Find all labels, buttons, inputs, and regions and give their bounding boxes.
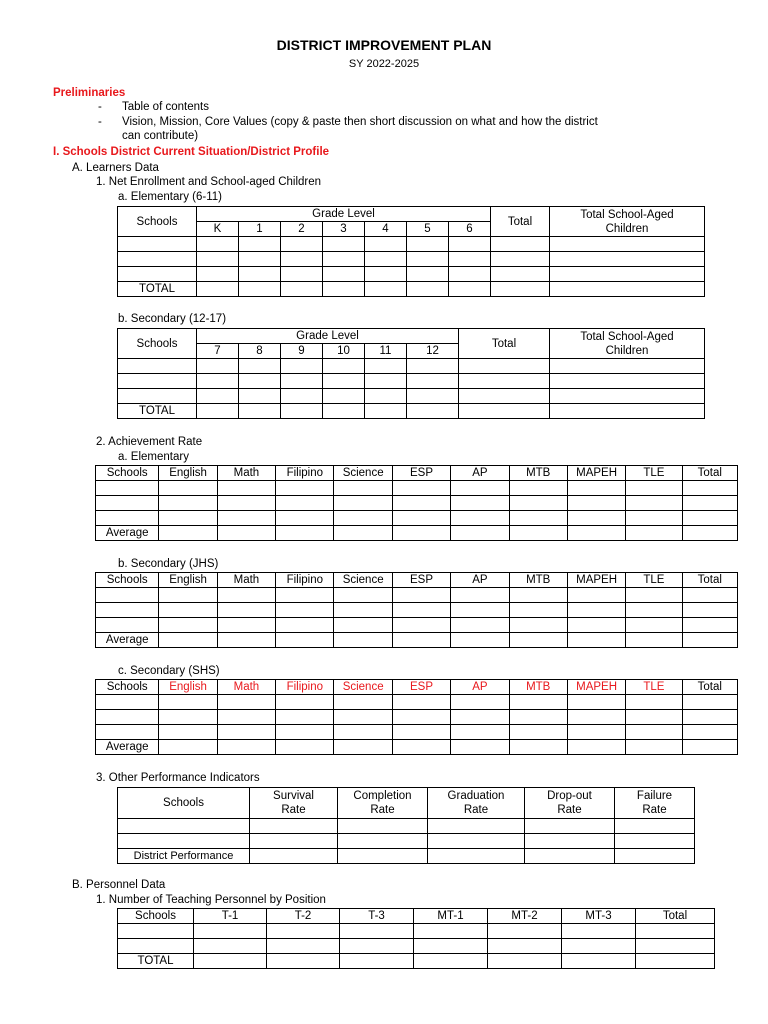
- col-mapeh: MAPEH: [567, 573, 625, 588]
- learners-data-label: A. Learners Data: [72, 162, 159, 174]
- average-row: [96, 740, 738, 755]
- col-schools: Schools: [96, 680, 159, 695]
- col-english: English: [159, 573, 217, 588]
- page-subtitle: SY 2022-2025: [348, 58, 420, 70]
- table-row: [118, 924, 715, 939]
- col-esp: ESP: [392, 680, 450, 695]
- total-row-label: TOTAL: [118, 282, 197, 297]
- grade-7-header: 7: [197, 344, 239, 359]
- col-english: English: [159, 680, 217, 695]
- preliminaries-heading: Preliminaries: [53, 87, 126, 99]
- col-filipino: Filipino: [276, 466, 334, 481]
- col-survival-rate: Survival Rate: [250, 788, 338, 819]
- col-ap: AP: [451, 680, 509, 695]
- total-row: [118, 404, 705, 419]
- average-row: [96, 633, 738, 648]
- total-header: Total: [459, 329, 550, 359]
- grade-9-header: 9: [281, 344, 323, 359]
- header-row: [96, 573, 738, 588]
- col-esp: ESP: [392, 573, 450, 588]
- table-row: [96, 496, 738, 511]
- table-row: [118, 267, 705, 282]
- table-row: [96, 695, 738, 710]
- average-label: Average: [96, 633, 159, 648]
- grade-2-header: 2: [281, 222, 323, 237]
- col-total: Total: [682, 680, 737, 695]
- col-schools: Schools: [118, 909, 194, 924]
- page-title: DISTRICT IMPROVEMENT PLAN: [276, 37, 492, 53]
- schools-header: Schools: [118, 207, 197, 237]
- col-schools: Schools: [96, 573, 159, 588]
- achievement-shs-table: [95, 679, 738, 755]
- achievement-elementary-table: [95, 465, 738, 541]
- col-mtb: MTB: [509, 466, 567, 481]
- achievement-rate-label: 2. Achievement Rate: [96, 436, 203, 448]
- prelim-item-toc: Table of contents: [122, 101, 209, 113]
- table-row: [96, 618, 738, 633]
- col-math: Math: [217, 466, 275, 481]
- table-row: [118, 389, 705, 404]
- col-total: Total: [682, 466, 737, 481]
- bullet-dash: -: [98, 116, 102, 128]
- table-row: [118, 252, 705, 267]
- table-row: [118, 359, 705, 374]
- total-row-label: TOTAL: [118, 954, 194, 969]
- col-filipino: Filipino: [276, 680, 334, 695]
- school-aged-header: Total School-Aged Children: [550, 207, 705, 237]
- col-mapeh: MAPEH: [567, 466, 625, 481]
- total-row: [118, 954, 715, 969]
- header-row: [118, 909, 715, 924]
- grade-12-header: 12: [407, 344, 459, 359]
- col-math: Math: [217, 680, 275, 695]
- col-dropout-rate: Drop-out Rate: [525, 788, 615, 819]
- table-row: [118, 834, 695, 849]
- grade-10-header: 10: [323, 344, 365, 359]
- other-indicators-label: 3. Other Performance Indicators: [96, 772, 260, 784]
- header-row: [96, 466, 738, 481]
- table-row: [118, 819, 695, 834]
- grade-3-header: 3: [323, 222, 365, 237]
- col-t2: T-2: [267, 909, 340, 924]
- average-label: Average: [96, 740, 159, 755]
- district-performance-label: District Performance: [118, 849, 250, 864]
- prelim-item-vision: Vision, Mission, Core Values (copy & paste then short discussion on what and how the district: [122, 116, 598, 128]
- col-math: Math: [217, 573, 275, 588]
- personnel-data-label: B. Personnel Data: [72, 879, 166, 891]
- col-ap: AP: [451, 573, 509, 588]
- header-row: [96, 680, 738, 695]
- col-ap: AP: [451, 466, 509, 481]
- table-row: [96, 511, 738, 526]
- col-schools: Schools: [96, 466, 159, 481]
- col-total: Total: [636, 909, 715, 924]
- col-esp: ESP: [392, 466, 450, 481]
- ach-elementary-label: a. Elementary: [118, 451, 189, 463]
- bullet-dash: -: [98, 101, 102, 113]
- header-row: [118, 788, 695, 819]
- grade-8-header: 8: [239, 344, 281, 359]
- col-science: Science: [334, 573, 392, 588]
- col-schools: Schools: [118, 788, 250, 819]
- ach-shs-label: c. Secondary (SHS): [118, 665, 220, 677]
- prelim-item-vision-cont: can contribute): [122, 130, 199, 142]
- col-filipino: Filipino: [276, 573, 334, 588]
- col-graduation-rate: Graduation Rate: [428, 788, 525, 819]
- table-row: [96, 588, 738, 603]
- grade-6-header: 6: [449, 222, 491, 237]
- grade-level-header: Grade Level: [197, 207, 491, 222]
- col-tle: TLE: [626, 573, 682, 588]
- schools-header: Schools: [118, 329, 197, 359]
- grade-11-header: 11: [365, 344, 407, 359]
- col-mt3: MT-3: [562, 909, 636, 924]
- table-row: [96, 725, 738, 740]
- grade-1-header: 1: [239, 222, 281, 237]
- table-row: [118, 939, 715, 954]
- grade-k-header: K: [197, 222, 239, 237]
- section-1-heading: I. Schools District Current Situation/District Profile: [53, 146, 330, 158]
- performance-indicators-table: [117, 787, 695, 864]
- grade-4-header: 4: [365, 222, 407, 237]
- col-mapeh: MAPEH: [567, 680, 625, 695]
- col-t3: T-3: [340, 909, 414, 924]
- school-aged-header: Total School-Aged Children: [550, 329, 705, 359]
- total-row-label: TOTAL: [118, 404, 197, 419]
- col-mt2: MT-2: [488, 909, 562, 924]
- teaching-personnel-table: [117, 908, 715, 969]
- teaching-personnel-label: 1. Number of Teaching Personnel by Position: [96, 894, 326, 906]
- col-mt1: MT-1: [414, 909, 488, 924]
- col-completion-rate: Completion Rate: [338, 788, 428, 819]
- grade-5-header: 5: [407, 222, 449, 237]
- col-english: English: [159, 466, 217, 481]
- col-mtb: MTB: [509, 573, 567, 588]
- secondary-label: b. Secondary (12-17): [118, 313, 227, 325]
- elementary-label: a. Elementary (6-11): [118, 191, 222, 203]
- table-row: [118, 237, 705, 252]
- average-label: Average: [96, 526, 159, 541]
- col-failure-rate: Failure Rate: [615, 788, 695, 819]
- col-total: Total: [682, 573, 737, 588]
- net-enrollment-label: 1. Net Enrollment and School-aged Children: [96, 176, 322, 188]
- col-science: Science: [334, 680, 392, 695]
- elementary-enrollment-table: [117, 206, 705, 297]
- district-performance-row: [118, 849, 695, 864]
- grade-level-header: Grade Level: [197, 329, 459, 344]
- col-science: Science: [334, 466, 392, 481]
- table-row: [96, 710, 738, 725]
- table-row: [118, 374, 705, 389]
- table-row: [96, 481, 738, 496]
- achievement-jhs-table: [95, 572, 738, 648]
- col-mtb: MTB: [509, 680, 567, 695]
- col-t1: T-1: [194, 909, 267, 924]
- secondary-enrollment-table: [117, 328, 705, 419]
- total-row: [118, 282, 705, 297]
- col-tle: TLE: [626, 680, 682, 695]
- total-header: Total: [491, 207, 550, 237]
- table-row: [96, 603, 738, 618]
- average-row: [96, 526, 738, 541]
- ach-jhs-label: b. Secondary (JHS): [118, 558, 219, 570]
- col-tle: TLE: [626, 466, 682, 481]
